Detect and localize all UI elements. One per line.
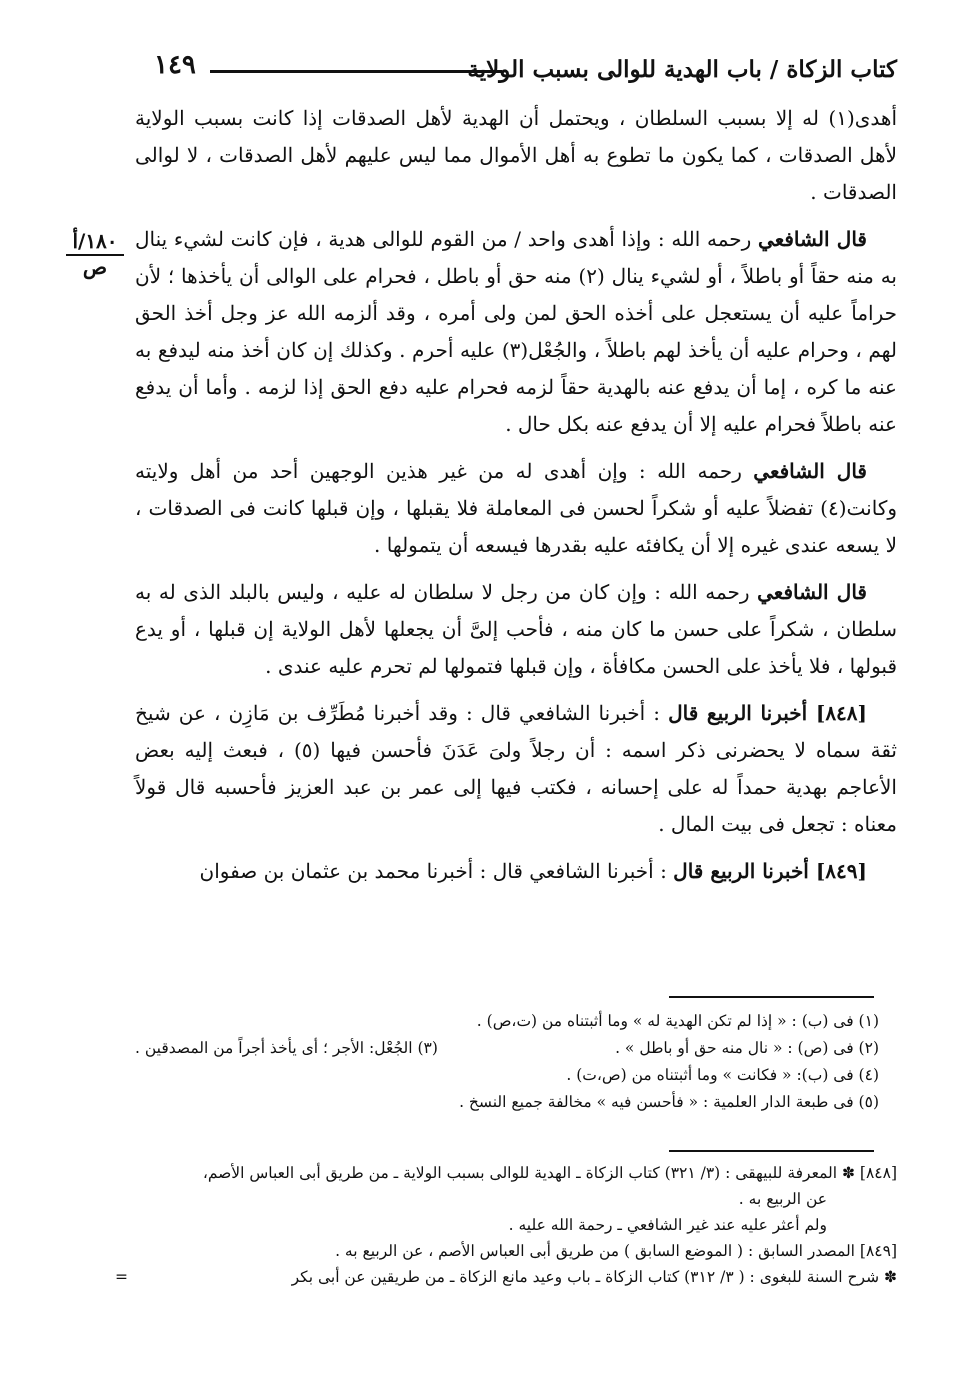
paragraph-lead: قال الشافعي <box>753 459 867 483</box>
paragraph-lead: قال الشافعي <box>758 227 867 251</box>
source-entry-note: ولم أعثر عليه عند غير الشافعي ـ رحمة الله عليه . <box>508 1216 827 1234</box>
paragraph-lead: قال الشافعي <box>757 580 867 604</box>
paragraph <box>135 853 897 890</box>
source-entry-row <box>115 1264 897 1290</box>
main-text <box>135 100 897 900</box>
source-entry: [٨٤٩] المصدر السابق : ( الموضع السابق ) من طريق أبى العباس الأصم ، عن الربيع به . <box>335 1242 897 1260</box>
paragraph-text: رحمه الله : وإن كان من رجل لا سلطان له عليه ، وليس بالبلد الذى له به سلطان ، شكراً على حسن ما كان منه ، فأحب إلىَّ أن يجعلها لأهل الولاية إن قبلها ، أو يدع قبولها ، فلا يأخذ على الحسن مكافأة ، وإن قبلها فتمولها لم تحرم عليه عندى . <box>135 580 897 678</box>
footnotes-separator <box>669 996 874 998</box>
page-header <box>140 50 897 90</box>
paragraph-lead: [٨٤٨] أخبرنا الربيع قال <box>668 701 868 725</box>
paragraph-text: أهدى(١) له إلا بسبب السلطان ، ويحتمل أن الهدية لأهل الصدقات إذا كانت بسبب الولاية لأهل الصدقات ، كما يكون ما تطوع به أهل الأموال مما ليس عليهم لأهل الصدقات ، لا لوالى الصدقات . <box>135 106 897 204</box>
margin-ref-folio: ١٨٠/أ <box>72 229 118 253</box>
footnotes <box>135 1008 879 1116</box>
page-number: ١٤٩ <box>154 50 196 80</box>
paragraph <box>135 221 897 443</box>
paragraph <box>135 695 897 843</box>
footnote: (١) فى (ب) : « إذا لم تكن الهدية له » وما أثبتناه من (ت،ص) . <box>476 1012 879 1030</box>
continuation-mark: = <box>115 1268 128 1286</box>
sources-separator <box>669 1150 874 1152</box>
footnote: (٣) الجُعْل: الأجر ؛ أى يأخذ أجراً من المصدقين . <box>135 1039 438 1057</box>
paragraph <box>135 574 897 685</box>
footnote-row <box>135 1035 879 1062</box>
margin-manuscript-ref <box>60 230 130 278</box>
source-entry: [٨٤٨] ✽ المعرفة للبيهقى : (٣/ ٣٢١) كتاب الزكاة ـ الهدية للوالى بسبب الولاية ـ من طريق أبى العباس الأصم، <box>202 1164 897 1182</box>
footnote: (٢) فى (ص) : « نال منه حق أو باطل » . <box>615 1039 879 1057</box>
paragraph-text: : أخبرنا الشافعي قال : أخبرنا محمد بن عثمان بن صفوان <box>199 859 674 883</box>
paragraph-text: : أخبرنا الشافعي قال : وقد أخبرنا مُطَرِّف بن مَازِن ، عن شيخ ثقة سماه لا يحضرنى ذكر اسمه : أن رجلاً ولىَ عَدَنَ فأحسن فيها (٥) ، فبعث إليه بعض الأعاجم بهدية حمداً له على إحسانه ، فكتب فيها إلى عمر بن عبد العزيز فأحسبه قال قولاً معناه : تجعل فى بيت المال . <box>135 701 897 836</box>
source-entry: ✽ شرح السنة للبغوى : ( ٣/ ٣١٢) كتاب الزكاة ـ باب وعيد مانع الزكاة ـ من طريقين عن أبى بكر <box>291 1268 897 1286</box>
source-entry-continuation: عن الربيع به . <box>738 1190 827 1208</box>
paragraph-lead: [٨٤٩] أخبرنا الربيع قال <box>673 859 867 883</box>
margin-ref-siglum: ص <box>82 255 108 279</box>
paragraph-text: رحمه الله : وإن أهدى له من غير هذين الوجهين أحد من أهل ولايته وكانت(٤) تفضلاً عليه أو شكراً لحسن فى المعاملة فلا يقبلها ، وإن قبلها كانت فى الصدقات ، لا يسعه عندى غيره إلا أن يكافئه عليه بقدرها فيسعه أن يتمولها . <box>135 459 897 557</box>
header-rule <box>210 70 502 73</box>
running-title: كتاب الزكاة / باب الهدية للوالى بسبب الولاية <box>467 56 897 83</box>
footnote: (٤) فى (ب): « فكانت » وما أثبتناه من (ص،ت) . <box>566 1066 879 1084</box>
paragraph <box>135 100 897 211</box>
source-references <box>115 1160 897 1290</box>
paragraph <box>135 453 897 564</box>
footnote: (٥) فى طبعة الدار العلمية : « فأحسن فيه » مخالفة جميع النسخ . <box>459 1093 879 1111</box>
paragraph-text: رحمه الله : وإذا أهدى واحد / من القوم للوالى هدية ، فإن كانت لشيء ينال به منه حقاً أو باطلاً ، أو لشيء ينال (٢) منه حق أو باطل ، فحرام على الوالى أن يأخذها ؛ لأن حراماً عليه أن يستعجل على أخذه الحق لمن ولى أمره ، وقد ألزمه الله عز وجل أخذ الحق لهم ، وحرام عليه أن يأخذ لهم باطلاً ، والجُعْل(٣) عليه أحرم . وكذلك إن كان أخذ منه ليدفع به عنه ما كره ، إما أن يدفع عنه بالهدية حقاً لزمه فحرام عليه دفع الحق إذا لزمه . وأما أن يدفع عنه باطلاً فحرام عليه إلا أن يدفع عنه بكل حال . <box>135 227 897 436</box>
